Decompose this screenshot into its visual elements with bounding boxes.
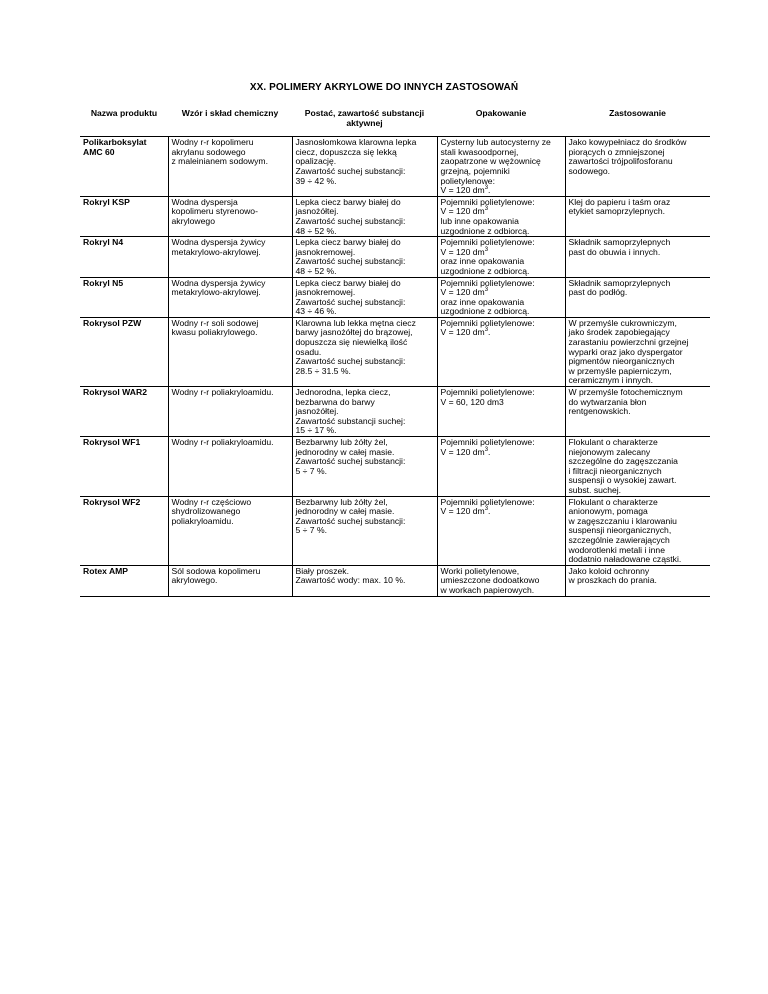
cell-text-line: Jasnosłomkowa klarowna lepka [295,137,417,148]
cell-text-line: oraz inne opakowania [440,256,525,267]
cell-text-line: jednorodny w całej masie. [295,506,395,517]
cell-text-line: V = 120 $dm^3$ [440,287,489,298]
cell-text-line: Rokrysol PZW [83,317,142,328]
cell-text-line: oraz inne opakowania [440,296,525,307]
cell-text-line: V = 60, 120 dm3 [440,396,504,407]
table-row [80,137,710,197]
table-row [80,496,710,565]
table-row [80,565,710,596]
cell-text-line: polietylenowe: [440,175,495,186]
cell-text-line: 39 ÷ 42 %. [295,175,337,186]
form-cell [292,196,437,236]
cell-text-line: metakrylowo-akrylowej. [171,287,261,298]
cell-text-line: Zawartość suchej substancji: [295,215,406,226]
cell-text-line: poliakryloamidu. [171,515,234,526]
cell-text-line: zawartości trójpolifosforanu [568,156,673,167]
cell-text-line: Jako koloid ochronny [568,565,650,576]
cell-text-line: jako środek zapobiegający [568,327,670,338]
usage-cell [565,496,710,565]
cell-text-line: Lepka ciecz barwy białej do [295,196,401,207]
formula-cell [168,196,292,236]
cell-text-line: w zagęszczaniu i klarowaniu [568,515,677,526]
packaging-cell [437,137,565,197]
cell-text-line: Wodny r-r soli sodowej [171,317,259,328]
cell-text-line: akrylanu sodowego [171,146,246,157]
cell-text-line: zaopatrzone w wężownicę [440,156,541,167]
cell-text-line: z maleinianem sodowym. [171,156,268,167]
form-cell [292,237,437,277]
cell-text-line: 43 ÷ 46 %. [295,306,337,317]
cell-text-line: Pojemniki polietylenowe: [440,317,535,328]
formula-cell [168,565,292,596]
cell-text-line: Klarowna lub lekka mętna ciecz [295,317,416,328]
cell-text-line: akrylowego. [171,575,218,586]
cell-text-line: szczególnie zawierających [568,534,670,545]
cell-text-line: sodowego. [568,165,611,176]
packaging-cell [437,565,565,596]
cell-text-line: w przemyśle papierniczym, [568,365,672,376]
cell-text-line: Zawartość suchej substancji: [295,296,406,307]
cell-text-line: uzgodnione z odbiorcą. [440,225,530,236]
cell-text-line: subst. suchej. [568,484,622,495]
cell-text-line: V = 120 $dm^3$ [440,206,489,217]
cell-text-line: 5 ÷ 7 %. [295,525,327,536]
product-name-cell [80,237,168,277]
cell-text-line: Bezbarwny lub żółty żel, [295,437,388,447]
cell-text-line: wyparki oraz jako dyspergator [568,346,683,357]
cell-text-line: grzejną, pojemniki [440,165,510,176]
cell-text-line: pigmentów nieorganicznych [568,356,675,367]
cell-text-line: past do obuwia i innych. [568,246,661,257]
cell-text-line: Rotex AMP [83,565,129,576]
cell-text-line: Wodny r-r częściowo [171,496,252,507]
cell-text-line: V = 120 $dm^3$. [440,327,491,338]
cell-text-line: 48 ÷ 52 %. [295,265,337,276]
cell-text-line: Wodna dyspersja żywicy [171,277,266,288]
formula-cell [168,496,292,565]
cell-text-line: Wodna dyspersja [171,196,238,207]
formula-cell [168,317,292,386]
cell-text-line: Klej do papieru i taśm oraz [568,196,671,207]
cell-text-line: V = 120 $dm^3$. [440,506,491,517]
usage-cell [565,137,710,197]
cell-text-line: osadu. [295,346,322,357]
cell-text-line: niejonowym zalecany [568,446,651,457]
product-name-cell [80,277,168,317]
cell-text-line: AMC 60 [83,146,115,157]
cell-text-line: bezbarwna do barwy [295,396,375,407]
cell-text-line: ciecz, dopuszcza się lekką [295,146,397,157]
cell-text-line: past do podłóg. [568,287,628,298]
cell-text-line: Sól sodowa kopolimeru [171,565,261,576]
table-header-row [80,105,710,137]
cell-text-line: Wodny r-r kopolimeru [171,137,254,148]
cell-text-line: Wodny r-r poliakryloamidu. [171,437,274,447]
formula-cell [168,387,292,437]
cell-text-line: Biały proszek. [295,565,349,576]
cell-text-line: Pojemniki polietylenowe: [440,387,535,398]
table-row [80,387,710,437]
cell-text-line: Zawartość suchej substancji: [295,515,406,526]
form-cell [292,565,437,596]
cell-text-line: ceramicznym i innych. [568,375,654,386]
cell-text-line: 28.5 ÷ 31.5 %. [295,365,351,376]
form-cell [292,137,437,197]
packaging-cell [437,496,565,565]
usage-cell [565,437,710,497]
cell-text-line: jasnokremowej. [295,246,356,257]
table-row [80,196,710,236]
form-cell [292,437,437,497]
cell-text-line: V = 120 $dm^3$. [440,185,491,196]
cell-text-line: Zawartość suchej substancji: [295,256,406,267]
cell-text-line: Zawartość substancji suchej: [295,415,406,426]
cell-text-line: Polikarboksylat [83,137,147,148]
cell-text-line: V = 120 $dm^3$. [440,446,491,457]
form-cell [292,277,437,317]
cell-text-line: szczególne do zagęszczania [568,456,678,467]
usage-cell [565,237,710,277]
cell-text-line: Pojemniki polietylenowe: [440,496,535,507]
table-row [80,277,710,317]
cell-text-line: Zawartość suchej substancji: [295,165,406,176]
product-name-cell [80,137,168,197]
cell-text-line: Zawartość suchej substancji: [295,356,406,367]
cell-text-line: Pojemniki polietylenowe: [440,277,535,288]
document-title: XX. POLIMERY AKRYLOWE DO INNYCH ZASTOSOWAŃ [249,82,519,93]
column-header-packaging: Opakowanie [475,108,527,118]
cell-text-line: rentgenowskich. [568,406,631,417]
product-name-cell [80,496,168,565]
cell-text-line: Lepka ciecz barwy białej do [295,277,401,288]
cell-text-line: Zawartość wody: max. 10 %. [295,575,406,586]
cell-text-line: Pojemniki polietylenowe: [440,237,535,248]
cell-text-line: metakrylowo-akrylowej. [171,246,261,257]
column-header-formula: Wzór i skład chemiczny [181,108,279,118]
cell-text-line: w workach papierowych. [440,584,535,595]
column-header-product-name: Nazwa produktu [90,108,158,118]
cell-text-line: wodorotlenki metali i inne [568,544,665,555]
cell-text-line: Pojemniki polietylenowe: [440,196,535,207]
cell-text-line: do wytwarzania błon [568,396,647,407]
formula-cell [168,237,292,277]
cell-text-line: stali kwasoodpornej, [440,146,519,157]
packaging-cell [437,196,565,236]
cell-text-line: V = 120 $dm^3$ [440,246,489,257]
cell-text-line: W przemyśle cukrowniczym, [568,317,677,328]
form-cell [292,496,437,565]
cell-text-line: lub inne opakowania [440,215,519,226]
packaging-cell [437,277,565,317]
cell-text-line: i filtracji nieorganicznych [568,465,662,476]
cell-text-line: kopolimeru styrenowo- [171,206,258,217]
cell-text-line: 15 ÷ 17 %. [295,425,337,436]
cell-text-line: jednorodny w całej masie. [295,446,395,457]
packaging-cell [437,317,565,386]
cell-text-line: shydrolizowanego [171,506,241,517]
cell-text-line: Zawartość suchej substancji: [295,456,406,467]
cell-text-line: barwy jasnożółtej do brązowej, [295,327,413,338]
cell-text-line: umieszczone dodoatkowo [440,575,540,586]
cell-text-line: dopuszcza się niewielką ilość [295,337,408,348]
cell-text-line: Flokulant o charakterze [568,496,658,507]
cell-text-line: 5 ÷ 7 %. [295,465,327,476]
cell-text-line: suspensji nieorganicznych, [568,525,672,536]
cell-text-line: w proszkach do prania. [568,575,657,586]
table-body [80,137,710,596]
cell-text-line: Rokryl N4 [83,237,124,248]
table-row [80,437,710,497]
product-name-cell [80,387,168,437]
products-table [80,105,710,597]
table-row [80,317,710,386]
cell-text-line: Rokryl N5 [83,277,124,288]
cell-text-line: jasnokremowej. [295,287,356,298]
product-name-cell [80,196,168,236]
cell-text-line: Rokrysol WAR2 [83,387,147,398]
cell-text-line: piorących o zmniejszonej [568,146,665,157]
cell-text-line: Jako kowypełniacz do środków [568,137,687,148]
form-cell [292,317,437,386]
cell-text-line: Lepka ciecz barwy białej do [295,237,401,248]
cell-text-line: etykiet samoprzylepnych. [568,206,665,217]
column-header-form: Postać, zawartość substancji aktywnej [304,108,425,128]
cell-text-line: kwasu poliakrylowego. [171,327,258,338]
packaging-cell [437,387,565,437]
usage-cell [565,565,710,596]
cell-text-line: opalizację. [295,156,337,167]
product-name-cell [80,317,168,386]
cell-text-line: Worki polietylenowe, [440,565,520,576]
cell-text-line: Wodna dyspersja żywicy [171,237,266,248]
formula-cell [168,277,292,317]
table-row [80,237,710,277]
cell-text-line: Wodny r-r poliakryloamidu. [171,387,274,398]
cell-text-line: Rokryl KSP [83,196,130,207]
cell-text-line: Cysterny lub autocysterny ze [440,137,551,148]
form-cell [292,387,437,437]
packaging-cell [437,237,565,277]
cell-text-line: suspensji o wysokiej zawart. [568,475,677,486]
cell-text-line: Rokrysol WF2 [83,496,141,507]
cell-text-line: anionowym, pomaga [568,506,648,517]
cell-text-line: Składnik samoprzylepnych [568,237,671,248]
usage-cell [565,387,710,437]
cell-text-line: akrylowego [171,215,215,226]
packaging-cell [437,437,565,497]
formula-cell [168,437,292,497]
cell-text-line: W przemyśle fotochemicznym [568,387,683,398]
cell-text-line: Rokrysol WF1 [83,437,141,447]
cell-text-line: Składnik samoprzylepnych [568,277,671,288]
cell-text-line: uzgodnione z odbiorcą. [440,306,530,317]
cell-text-line: 48 ÷ 52 %. [295,225,337,236]
cell-text-line: Flokulant o charakterze [568,437,658,447]
usage-cell [565,196,710,236]
usage-cell [565,277,710,317]
product-name-cell [80,565,168,596]
cell-text-line: jasnożółtej. [295,406,339,417]
cell-text-line: Bezbarwny lub żółty żel, [295,496,388,507]
usage-cell [565,317,710,386]
cell-text-line: jasnożółtej. [295,206,339,217]
product-name-cell [80,437,168,497]
cell-text-line: uzgodnione z odbiorcą. [440,265,530,276]
formula-cell [168,137,292,197]
cell-text-line: zarastaniu powierzchni grzejnej [568,337,689,348]
cell-text-line: Jednorodna, lepka ciecz, [295,387,391,398]
cell-text-line: Pojemniki polietylenowe: [440,437,535,447]
cell-text-line: dodatnio naładowane cząstki. [568,554,682,565]
column-header-usage: Zastosowanie [609,108,666,118]
